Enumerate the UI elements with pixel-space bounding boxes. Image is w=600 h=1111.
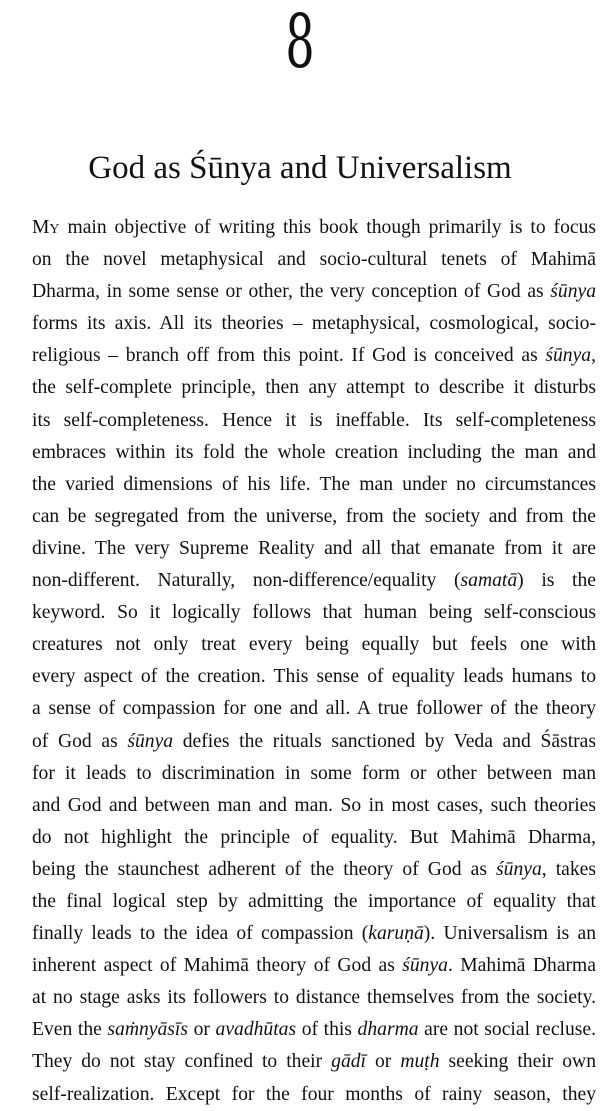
chapter-number: 8 [285,0,315,85]
text-line: every aspect of the creation. This sense of equality leads humans to [32,666,596,688]
text-line: do not highlight the principle of equality. But Mahimā Dharma, [32,826,596,848]
text-line: can be segregated from the universe, from the society and from the [32,505,596,527]
text-line: inherent aspect of Mahimā theory of God as śūnya. Mahimā Dharma [32,955,596,977]
text-line: non-different. Naturally, non-difference/equality (samatā) is the [32,570,596,592]
text-line: being the staunchest adherent of the theory of God as śūnya, takes [32,858,596,880]
text-line: religious – branch off from this point. If God is conceived as śūnya, [32,345,596,367]
text-line: at no stage asks its followers to distance themselves from the society. [32,987,596,1009]
chapter-title: God as Śūnya and Universalism [88,150,512,186]
text-line: on the novel metaphysical and socio-cultural tenets of Mahimā [32,249,596,271]
text-line: a sense of compassion for one and all. A true follower of the theory [32,698,596,720]
text-line: the varied dimensions of his life. The man under no circumstances [32,473,596,495]
text-line: self-realization. Except for the four months of rainy season, they [32,1083,596,1105]
text-line: Even the saṁnyāsīs or avadhūtas of this dharma are not social recluse. [32,1019,596,1041]
text-line: creatures not only treat every being equally but feels one with [32,634,596,656]
text-line: forms its axis. All its theories – metaphysical, cosmological, socio- [32,313,596,335]
text-line: finally leads to the idea of compassion (karuṇā). Universalism is an [32,923,596,945]
text-line: My main objective of writing this book though primarily is to focus [32,217,596,238]
text-line: Dharma, in some sense or other, the very conception of God as śūnya [32,281,596,303]
body-paragraph [32,212,596,1111]
text-line: the self-complete principle, then any attempt to describe it disturbs [32,377,596,399]
text-line: keyword. So it logically follows that human being self-conscious [32,602,596,624]
text-line: the final logical step by admitting the importance of equality that [32,890,596,912]
text-line: divine. The very Supreme Reality and all that emanate from it are [32,537,596,559]
text-line: for it leads to discrimination in some form or other between man [32,762,596,784]
text-line: and God and between man and man. So in most cases, such theories [32,794,596,816]
text-line: embraces within its fold the whole creation including the man and [32,441,596,463]
text-line: They do not stay confined to their gādī or muṭh seeking their own [32,1051,596,1073]
text-line: of God as śūnya defies the rituals sanctioned by Veda and Śāstras [32,730,596,752]
text-line: its self-completeness. Hence it is ineffable. Its self-completeness [32,409,596,431]
